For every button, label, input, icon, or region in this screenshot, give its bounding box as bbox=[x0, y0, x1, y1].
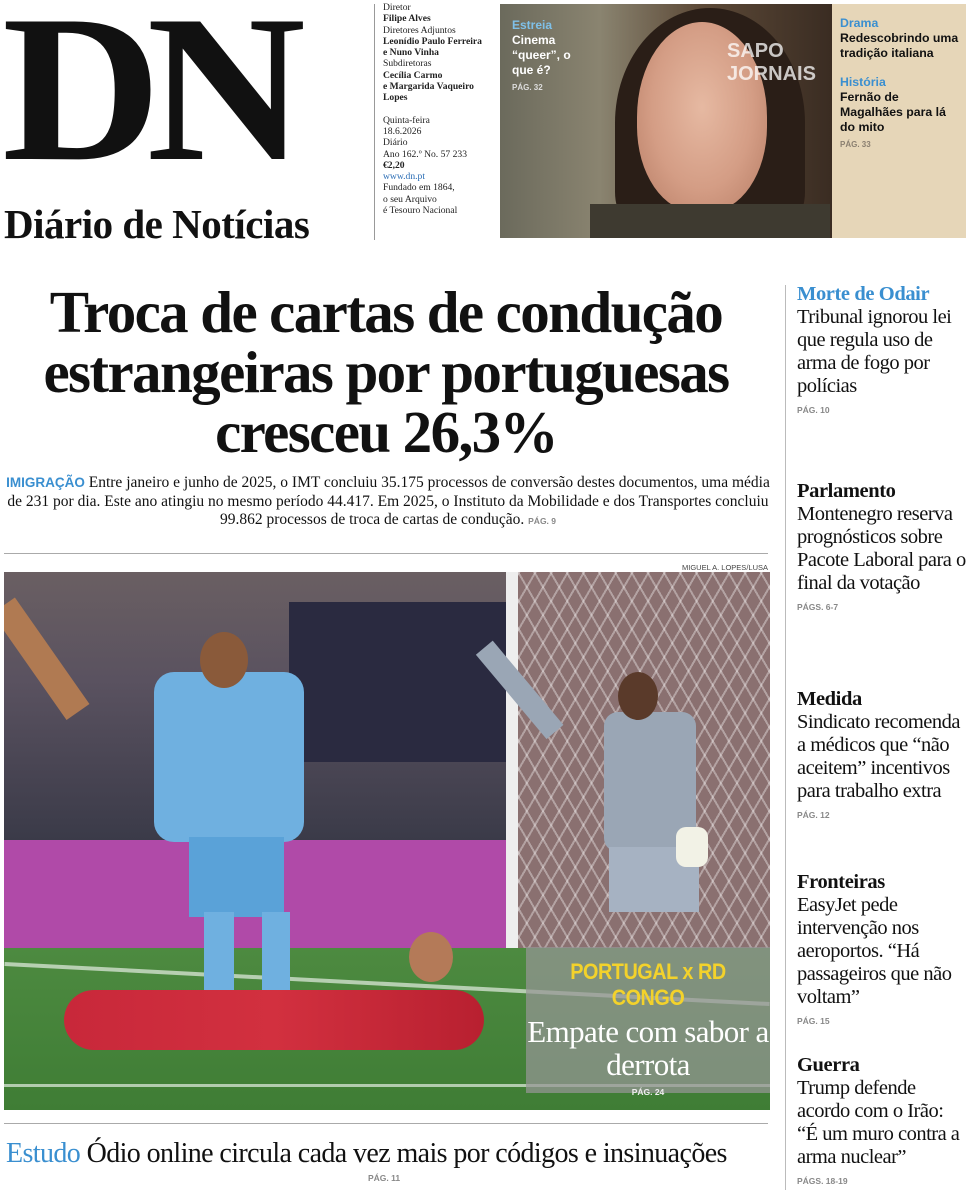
sidebar-story-page: PÁGS. 6-7 bbox=[797, 602, 839, 612]
caption-kicker: PORTUGAL x RD CONGO bbox=[570, 959, 726, 1010]
bottom-story[interactable] bbox=[6, 1138, 770, 1170]
teaser-item-kicker: Drama bbox=[840, 16, 879, 30]
main-kicker: IMIGRAÇÃO bbox=[6, 475, 85, 490]
photo-credit: MIGUEL A. LOPES/LUSA bbox=[681, 563, 768, 572]
sidebar-story-page: PÁG. 15 bbox=[797, 1016, 830, 1026]
sidebar-story-kicker: Guerra bbox=[797, 1054, 860, 1076]
teaser-item-title: Redescobrindo uma tradição italiana bbox=[840, 31, 959, 60]
sidebar-divider bbox=[785, 285, 786, 1190]
teaser-photo-title: Cinema “queer”, o que é? bbox=[512, 33, 571, 77]
sidebar-story[interactable] bbox=[797, 1053, 966, 1186]
divider bbox=[4, 553, 768, 554]
founded-line-1: Fundado em 1864, bbox=[383, 182, 455, 194]
sidebar-story-kicker: Morte de Odair bbox=[797, 283, 930, 305]
sidebar bbox=[797, 282, 966, 1186]
founded-line-3: é Tesouro Nacional bbox=[383, 205, 458, 217]
teaser-item-page: PÁG. 33 bbox=[840, 140, 871, 149]
issue-date: 18.6.2026 bbox=[383, 125, 422, 137]
sidebar-story-text: EasyJet pede intervenção nos aeroportos. “Há passageiros que não voltam” bbox=[797, 894, 952, 1008]
sidebar-story[interactable] bbox=[797, 870, 966, 1053]
caption-headline: Empate com sabor a derrota bbox=[527, 1014, 769, 1082]
main-lead-text: Entre janeiro e junho de 2025, o IMT concluiu 35.175 processos de conversão destes documentos, uma média de 231 por dia. Este ano atingiu no mesmo período 44.417. Em 2025, o Instituto da Mobilidade e dos Transportes concluiu 99.862 processos de troca de cartas de condução. bbox=[7, 474, 770, 528]
masthead-logo[interactable] bbox=[2, 0, 347, 247]
deputy-label: Diretores Adjuntos bbox=[383, 24, 456, 36]
sub-names-3: Lopes bbox=[383, 92, 408, 104]
sidebar-story-text: Trump defende acordo com o Irão: “É um muro contra a arma nuclear” bbox=[797, 1077, 960, 1168]
sidebar-story[interactable] bbox=[797, 282, 966, 479]
goal-post bbox=[506, 572, 518, 1012]
player-red bbox=[64, 990, 484, 1050]
teaser-item-kicker: História bbox=[840, 75, 886, 89]
masthead-divider bbox=[374, 4, 375, 240]
teaser-item-title: Fernão de Magalhães para lá do mito bbox=[840, 90, 946, 134]
issue-number: Ano 162.º No. 57 233 bbox=[383, 148, 467, 160]
main-page: PÁG. 9 bbox=[528, 516, 557, 526]
sidebar-story-text: Sindicato recomenda a médicos que “não aceitem” incentivos para trabalho extra bbox=[797, 711, 960, 802]
watermark: SAPO JORNAIS bbox=[727, 40, 816, 85]
sidebar-story-kicker: Medida bbox=[797, 688, 862, 710]
website-link[interactable]: www.dn.pt bbox=[383, 171, 426, 183]
teaser-photo bbox=[500, 4, 832, 238]
sidebar-story-text: Tribunal ignorou lei que regula uso de arma de fogo por polícias bbox=[797, 306, 952, 397]
teaser-box[interactable] bbox=[500, 4, 966, 238]
director-label: Diretor bbox=[383, 2, 411, 13]
staff-box bbox=[383, 2, 491, 216]
weekday: Quinta-feira bbox=[383, 114, 430, 126]
frequency: Diário bbox=[383, 137, 408, 149]
sidebar-story-kicker: Parlamento bbox=[797, 480, 896, 502]
caption-page: PÁG. 24 bbox=[631, 1087, 665, 1097]
sidebar-story-kicker: Fronteiras bbox=[797, 871, 885, 893]
divider bbox=[4, 1123, 768, 1124]
founded-line-2: o seu Arquivo bbox=[383, 193, 437, 205]
sidebar-story-page: PÁGS. 18-19 bbox=[797, 1176, 848, 1186]
bottom-kicker: Estudo bbox=[6, 1138, 81, 1169]
sidebar-story-page: PÁG. 12 bbox=[797, 810, 830, 820]
teaser-item[interactable] bbox=[840, 16, 962, 61]
sub-label: Subdiretoras bbox=[383, 58, 432, 70]
sidebar-story[interactable] bbox=[797, 479, 966, 687]
deputy-names-1: Leonídio Paulo Ferreira bbox=[383, 35, 482, 47]
teaser-photo-kicker: Estreia bbox=[512, 18, 553, 32]
player-blue bbox=[154, 672, 304, 842]
teaser-photo-label[interactable] bbox=[512, 18, 582, 95]
bottom-page: PÁG. 11 bbox=[368, 1173, 401, 1183]
sub-names-2: e Margarida Vaqueiro bbox=[383, 81, 474, 93]
photo-caption-box[interactable] bbox=[526, 947, 770, 1097]
sub-names-1: Cecília Carmo bbox=[383, 69, 443, 81]
teaser-column bbox=[840, 16, 962, 152]
logo-letters: DN bbox=[2, 0, 292, 205]
teaser-photo-page: PÁG. 32 bbox=[512, 83, 543, 92]
main-lead bbox=[6, 474, 770, 531]
sidebar-story-text: Montenegro reserva prognósticos sobre Pacote Laboral para o final da votação bbox=[797, 503, 966, 594]
masthead-title: Diário de Notícias bbox=[4, 201, 310, 247]
sidebar-story[interactable] bbox=[797, 687, 966, 870]
main-headline[interactable]: Troca de cartas de condução estrangeiras por portuguesas cresceu 26,3% bbox=[43, 279, 729, 465]
deputy-names-2: e Nuno Vinha bbox=[383, 47, 439, 59]
bottom-headline: Ódio online circula cada vez mais por códigos e insinuações bbox=[86, 1138, 727, 1169]
teaser-item[interactable] bbox=[840, 75, 962, 152]
sidebar-story-page: PÁG. 10 bbox=[797, 405, 830, 415]
director-name: Filipe Alves bbox=[383, 13, 431, 25]
price: €2,20 bbox=[383, 159, 405, 171]
